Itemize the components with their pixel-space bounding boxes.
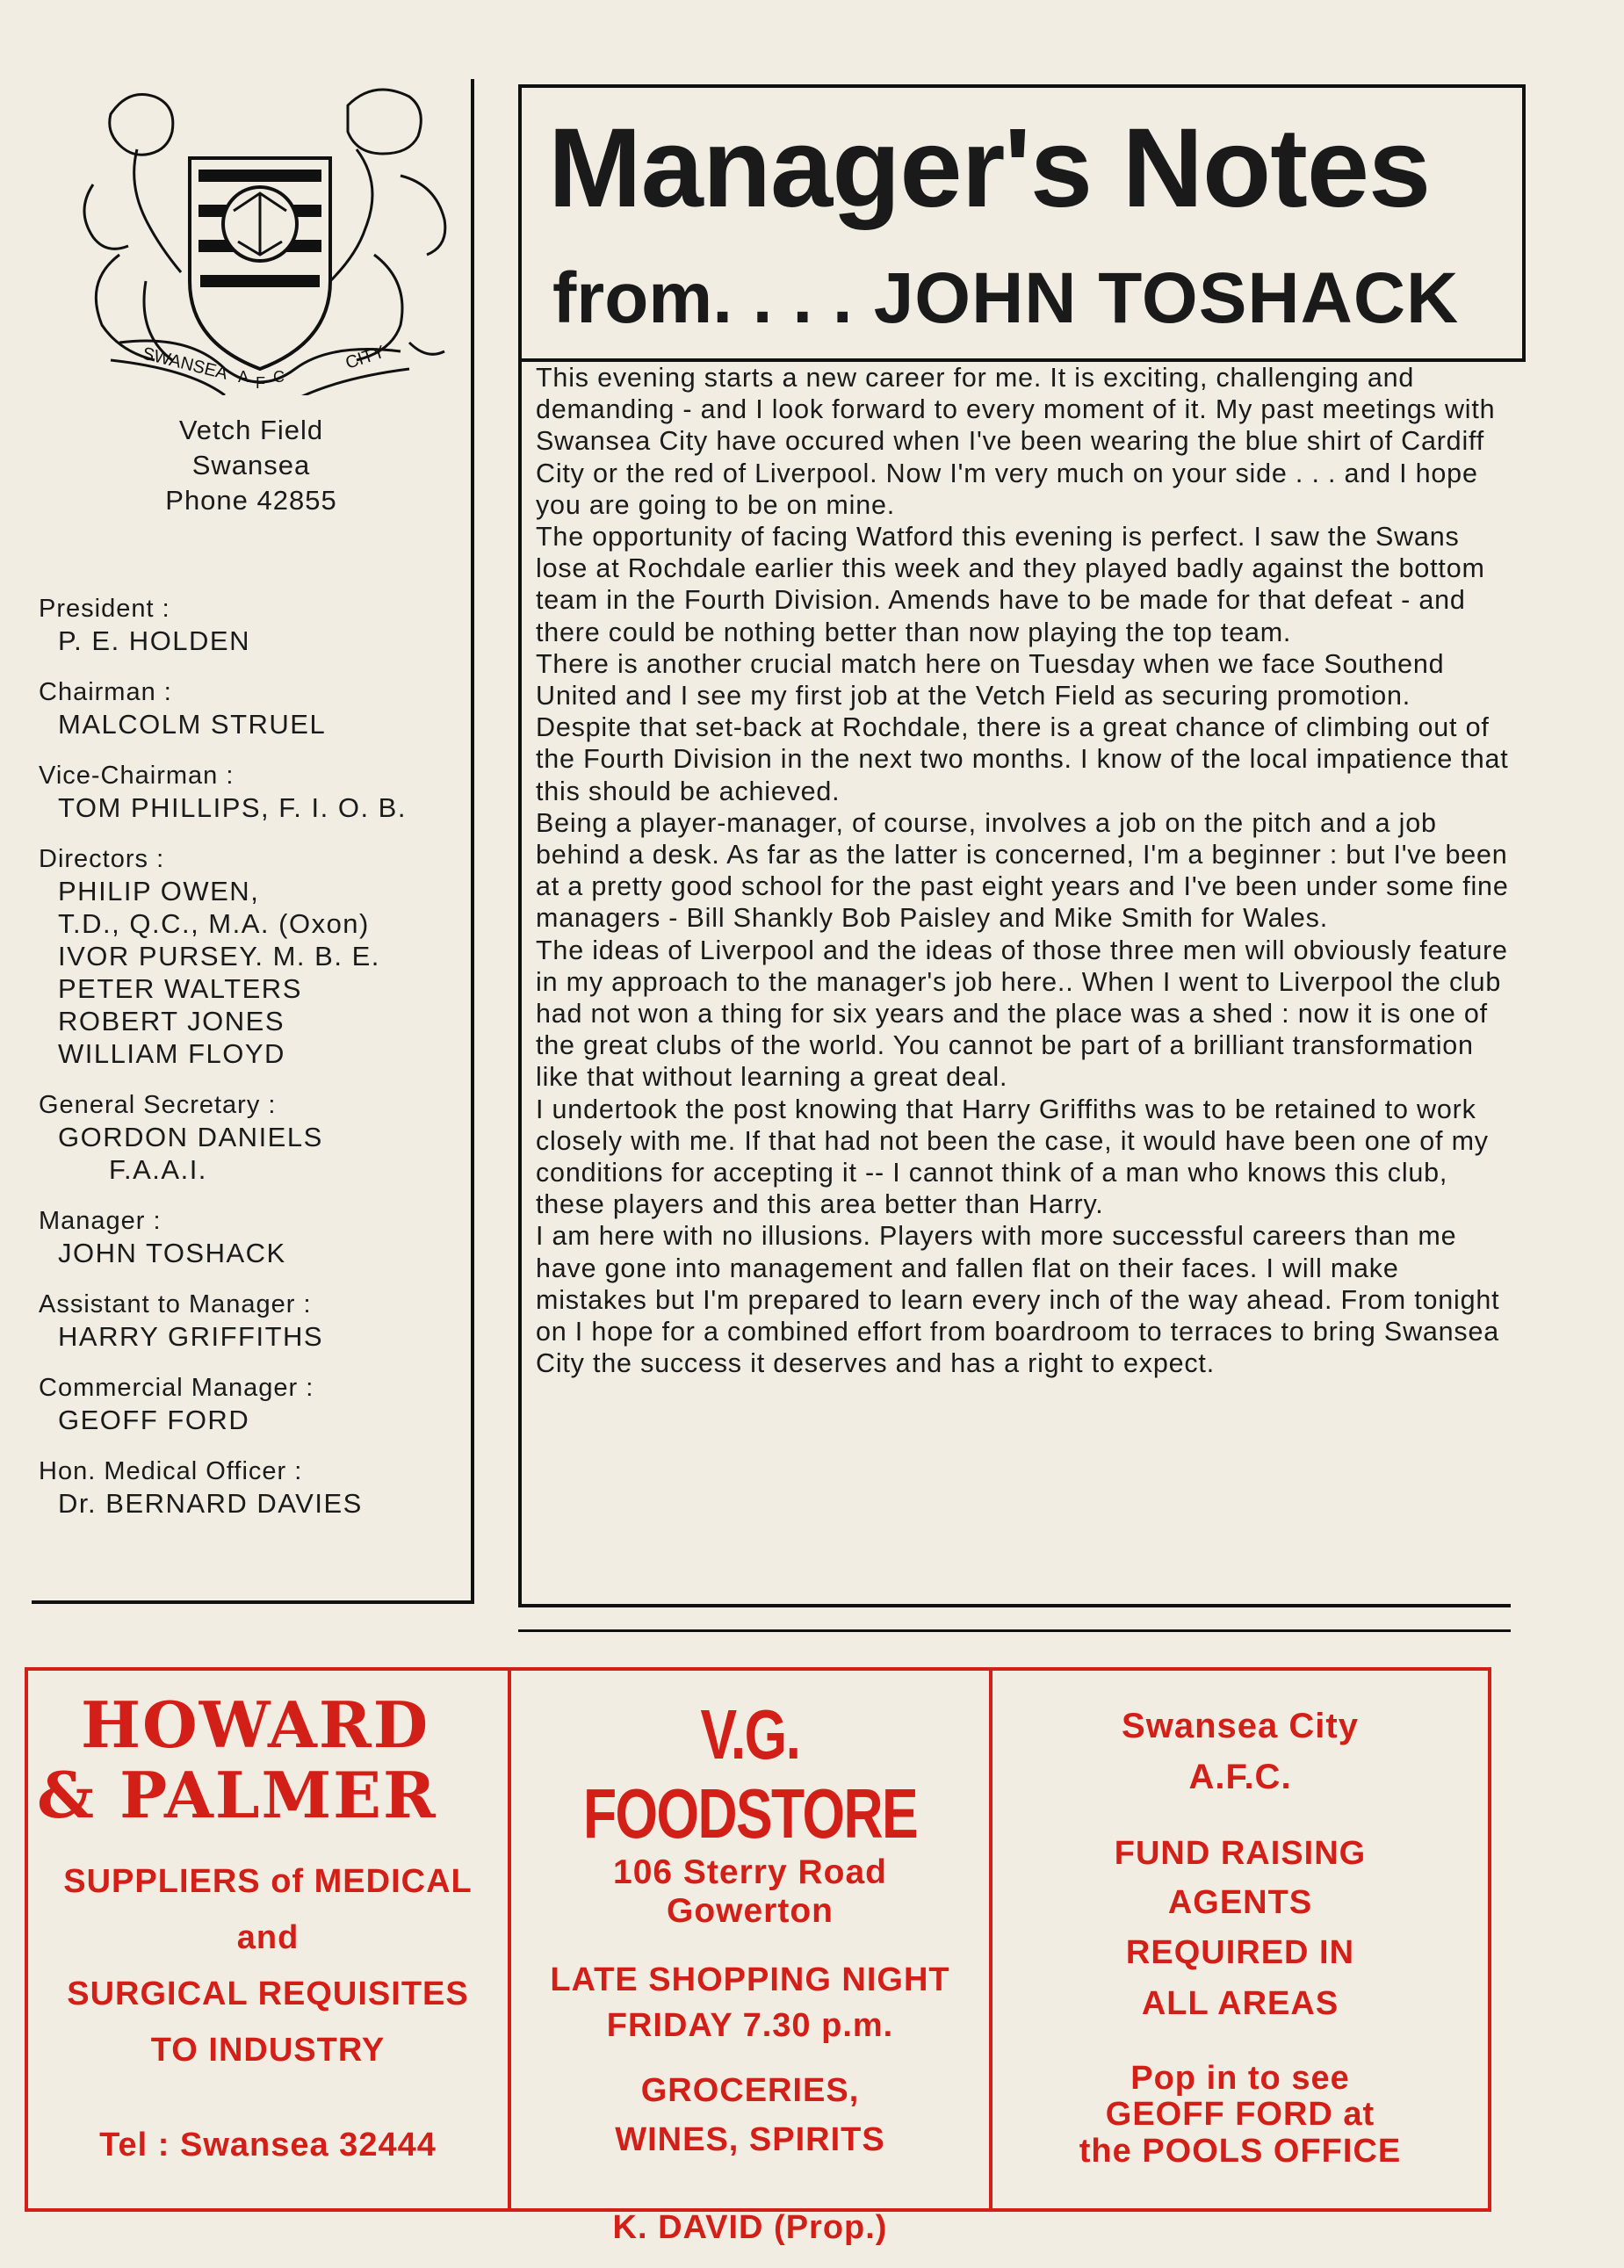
article-body <box>518 362 1511 1607</box>
ad-text: GROCERIES, <box>640 2072 860 2109</box>
ground-name: Vetch Field <box>178 415 324 445</box>
ad-text: Pop in to see <box>1130 2060 1350 2097</box>
official-vice-chairman <box>39 760 469 824</box>
official-title: Directors : <box>39 845 165 873</box>
title-box <box>518 84 1526 362</box>
byline-name: JOHN TOSHACK <box>873 258 1460 338</box>
crest-letter-c: C <box>273 368 285 386</box>
article-paragraph: There is another crucial match here on Tuesday when we face Southend United and I see my first job at the Vetch Field as securing promotion. Despite that set-back at Rochdale, there is a great chance of climbing out of the Fourth Division in the next two months. I know of the local impatience that this should be achieved. <box>536 648 1509 806</box>
official-name: GORDON DANIELS <box>58 1122 323 1152</box>
article-paragraph: The opportunity of facing Watford this evening is perfect. I saw the Swans lose at Rochdale earlier this week and they played badly against the bottom team in the Fourth Division. Amends have to be made for that defeat - and there could be nothing better than now playing the top team. <box>536 522 1485 647</box>
ad-club-name: Swansea City <box>1122 1707 1359 1745</box>
ad-address: Gowerton <box>667 1892 834 1930</box>
ad-club-name: A.F.C. <box>1188 1758 1292 1796</box>
official-name: WILLIAM FLOYD <box>58 1038 285 1069</box>
ad-text: ALL AREAS <box>1141 1985 1339 2022</box>
official-commercial-manager <box>39 1372 469 1436</box>
ad-vg-foodstore <box>511 1671 992 2246</box>
officials-list <box>39 593 469 1539</box>
official-name: TOM PHILLIPS, F. I. O. B. <box>58 792 407 823</box>
ground-phone: Phone 42855 <box>165 485 337 516</box>
official-name: JOHN TOSHACK <box>58 1238 286 1268</box>
official-chairman <box>39 676 469 740</box>
ad-proprietor: K. DAVID (Prop.) <box>612 2209 888 2246</box>
crest-label-right: CITY <box>343 342 387 373</box>
official-name: ROBERT JONES <box>58 1006 285 1036</box>
ad-company-name: HOWARD <box>81 1687 430 1762</box>
official-assistant-manager <box>39 1289 469 1353</box>
ad-text: GEOFF FORD at <box>1105 2096 1375 2133</box>
article-paragraph: I undertook the post knowing that Harry Griffiths was to be retained to work closely with me. If that had not been the case, it would have been one of my conditions for accepting it -- I cannot think of a man who knows this club, these players and this area better than Harry. <box>536 1094 1489 1220</box>
official-manager <box>39 1205 469 1269</box>
official-name: PETER WALTERS <box>58 973 302 1004</box>
ad-company-name: V.G. FOODSTORE <box>582 1695 918 1853</box>
ad-phone: Tel : Swansea 32444 <box>99 2127 437 2163</box>
official-name: MALCOLM STRUEL <box>58 709 327 740</box>
ad-text: FRIDAY 7.30 p.m. <box>606 2007 894 2044</box>
crest-icon <box>58 79 462 395</box>
official-title: General Secretary : <box>39 1091 277 1119</box>
ad-text: the POOLS OFFICE <box>1079 2133 1402 2170</box>
official-name: F.A.A.I. <box>109 1154 207 1185</box>
ad-text: TO INDUSTRY <box>150 2032 386 2069</box>
official-title: Vice-Chairman : <box>39 762 235 790</box>
official-title: Commercial Manager : <box>39 1374 314 1402</box>
divider <box>518 1629 1511 1632</box>
official-title: President : <box>39 595 170 623</box>
club-officials-column <box>32 79 474 1604</box>
official-title: Chairman : <box>39 678 172 706</box>
ad-text: SUPPLIERS of MEDICAL <box>63 1863 473 1900</box>
official-directors <box>39 843 469 1070</box>
page-title: Manager's Notes <box>548 105 1431 231</box>
ad-text: REQUIRED IN <box>1125 1934 1355 1971</box>
club-crest <box>58 79 462 395</box>
article-paragraph: The ideas of Liverpool and the ideas of those three men will obviously feature in my approach to the manager's job here.. When I went to Liverpool the club had not won a thing for six years and the place was a shed : now it is one of the great clubs of the world. You cannot be part of a brilliant transformation like that without learning a great deal. <box>536 935 1508 1093</box>
title-byline <box>552 255 1459 343</box>
official-name: T.D., Q.C., M.A. (Oxon) <box>58 908 370 939</box>
article-paragraph: Being a player-manager, of course, involves a job on the pitch and a job behind a desk. As far as the latter is concerned, I'm a beginner : but I've been at a pretty good school for the past eight years and I've been under some fine managers - Bill Shankly Bob Paisley and Mike Smith for Wales. <box>536 807 1509 934</box>
ad-address: 106 Sterry Road <box>613 1853 887 1891</box>
official-name: IVOR PURSEY. M. B. E. <box>58 941 380 971</box>
ad-howard-palmer <box>28 1671 511 2208</box>
ad-text: LATE SHOPPING NIGHT <box>550 1961 950 1998</box>
official-general-secretary <box>39 1089 469 1186</box>
ad-text: SURGICAL REQUISITES <box>67 1975 469 2012</box>
ad-swansea-fund-raising <box>992 1671 1488 2208</box>
official-president <box>39 593 469 657</box>
official-title: Assistant to Manager : <box>39 1290 312 1318</box>
ad-text: WINES, SPIRITS <box>615 2121 885 2158</box>
ground-town: Swansea <box>191 450 311 480</box>
ground-address <box>32 413 471 518</box>
crest-letter-a: A <box>238 368 249 386</box>
official-medical-officer <box>39 1455 469 1520</box>
official-name: P. E. HOLDEN <box>58 625 251 656</box>
official-name: HARRY GRIFFITHS <box>58 1321 324 1352</box>
ad-text: AGENTS <box>1167 1884 1313 1921</box>
official-name: PHILIP OWEN, <box>58 876 260 906</box>
advertisements <box>25 1667 1491 2246</box>
official-name: GEOFF FORD <box>58 1405 250 1435</box>
ad-text: and <box>236 1919 300 1956</box>
ad-company-name: & PALMER <box>37 1758 437 1832</box>
official-title: Hon. Medical Officer : <box>39 1457 303 1485</box>
official-name: Dr. BERNARD DAVIES <box>58 1488 363 1519</box>
byline-from: from. . . . <box>552 258 853 338</box>
article-paragraph: I am here with no illusions. Players with more successful careers than me have gone into management and fallen flat on their faces. I will make mistakes but I'm prepared to learn every inch of the way ahead. From tonight on I hope for a combined effort from boardroom to terraces to bring Swansea City the success it deserves and has a right to expect. <box>536 1221 1500 1379</box>
crest-label-left: SWANSEA <box>140 343 230 384</box>
official-title: Manager : <box>39 1207 162 1235</box>
crest-letter-f: F <box>256 374 265 392</box>
article-paragraph: This evening starts a new career for me. It is exciting, challenging and demanding - and I look forward to every moment of it. My past meetings with Swansea City have occured when I've been wearing the blue shirt of Cardiff City or the red of Liverpool. Now I'm very much on your side . . . and I hope you are going to be on mine. <box>536 363 1496 520</box>
ad-text: FUND RAISING <box>1114 1835 1367 1872</box>
